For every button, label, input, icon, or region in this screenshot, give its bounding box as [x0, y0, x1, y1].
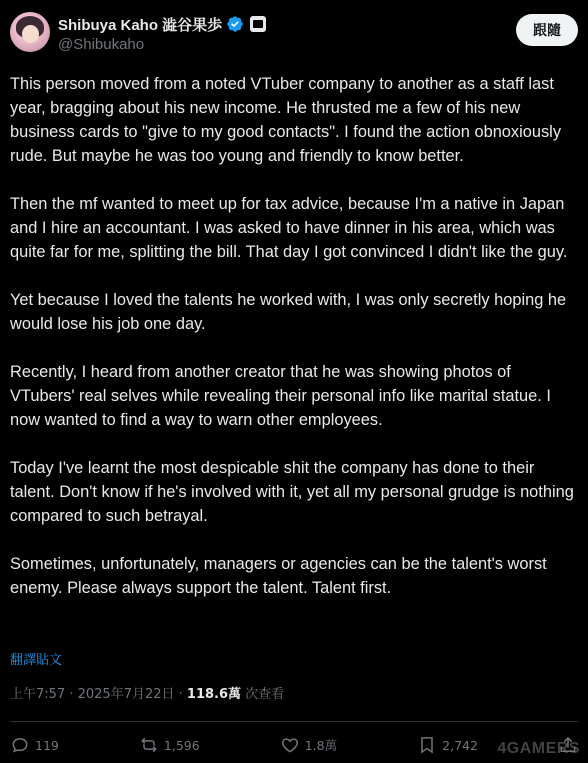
- watermark-logo: 4GAMERS: [497, 740, 580, 757]
- author-info: [58, 14, 266, 53]
- tweet-paragraph: This person moved from a noted VTuber company to another as a staff last year, bragging about his new income. He thrusted me a few of his new business cards to "give to my good contacts". I found the action obnoxiously rude. But maybe he was too young and friendly to know better.: [10, 75, 562, 165]
- author-handle[interactable]: @Shibukaho: [58, 36, 145, 53]
- repost-count: 1,596: [163, 737, 200, 753]
- bookmark-icon: [417, 735, 437, 755]
- reply-button[interactable]: [10, 735, 59, 755]
- bookmark-button[interactable]: [417, 735, 478, 755]
- like-count: 1.8萬: [304, 738, 338, 753]
- display-name[interactable]: Shibuya Kaho 澁谷果歩: [58, 16, 223, 34]
- name-row: [58, 14, 266, 34]
- post-time[interactable]: 上午7:57: [10, 687, 66, 702]
- like-button[interactable]: [280, 735, 337, 755]
- meta-separator: ·: [65, 687, 78, 702]
- repost-button[interactable]: [139, 735, 200, 755]
- views-count: 118.6萬: [186, 687, 242, 702]
- tweet-header: [10, 12, 578, 56]
- divider: [10, 721, 578, 722]
- reply-icon: [10, 735, 30, 755]
- avatar-face: [22, 25, 39, 43]
- views-label: 次查看: [241, 687, 285, 702]
- reply-count: 119: [35, 737, 59, 753]
- follow-button[interactable]: 跟隨: [516, 14, 578, 46]
- tweet-paragraph: Today I've learnt the most despicable shit the company has done to their talent. Don't know if he's involved with it, yet all my personal grudge is nothing compared to such betrayal.: [10, 459, 574, 525]
- action-bar: [10, 731, 578, 759]
- tweet-paragraph: Yet because I loved the talents he worked with, I was only secretly hoping he would lose his job one day.: [10, 291, 567, 333]
- tweet-paragraph: Then the mf wanted to meet up for tax advice, because I'm a native in Japan and I hire an accountant. I was asked to have dinner in his area, which was quite far for me, splitting the bill. That day I got convinced I didn't like the guy.: [10, 195, 568, 261]
- heart-icon: [280, 735, 300, 755]
- tweet-meta: [10, 683, 284, 702]
- translate-post-link[interactable]: 翻譯貼文: [10, 653, 63, 668]
- verified-badge-icon: [226, 15, 244, 33]
- tweet-body: [10, 72, 578, 600]
- avatar[interactable]: [10, 12, 50, 52]
- bookmark-count: 2,742: [442, 737, 478, 753]
- affiliate-label-icon[interactable]: [250, 16, 266, 32]
- repost-icon: [139, 735, 159, 755]
- tweet-paragraph: Recently, I heard from another creator that he was showing photos of VTubers' real selves while revealing their personal info like marital statue. I now wanted to find a way to warn other employees.: [10, 363, 551, 429]
- meta-separator: ·: [174, 687, 187, 702]
- tweet-paragraph: Sometimes, unfortunately, managers or agencies can be the talent's worst enemy. Please always support the talent. Talent first.: [10, 555, 547, 597]
- post-date[interactable]: 2025年7月22日: [77, 687, 175, 702]
